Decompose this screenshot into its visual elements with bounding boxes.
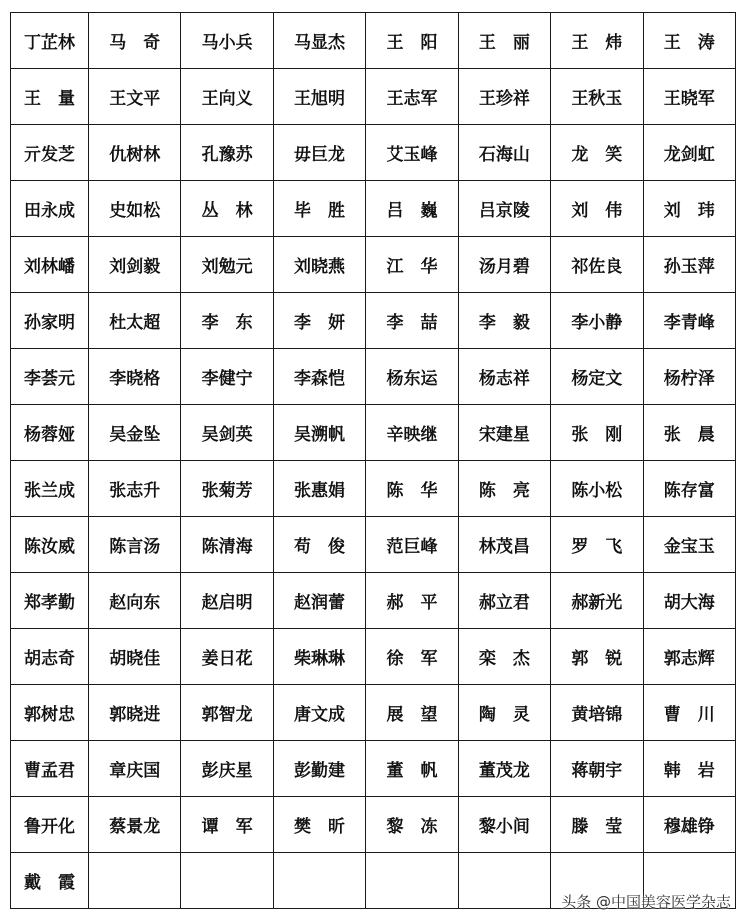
name-cell: 胡志奇 (11, 629, 89, 685)
name-cell: 王志军 (366, 69, 458, 125)
name-cell: 陈小松 (551, 461, 643, 517)
table-row (11, 685, 736, 741)
name-cell: 吕 巍 (366, 181, 458, 237)
name-cell: 滕 莹 (551, 797, 643, 853)
name-cell: 范巨峰 (366, 517, 458, 573)
name-cell: 唐文成 (273, 685, 365, 741)
name-cell: 陈 华 (366, 461, 458, 517)
name-cell: 黄培锦 (551, 685, 643, 741)
name-cell: 林茂昌 (458, 517, 550, 573)
name-cell: 彭庆星 (181, 741, 273, 797)
name-cell: 徐 军 (366, 629, 458, 685)
table-row (11, 741, 736, 797)
name-cell: 李 妍 (273, 293, 365, 349)
name-cell: 黎 冻 (366, 797, 458, 853)
name-cell: 马小兵 (181, 13, 273, 69)
name-cell: 毋巨龙 (273, 125, 365, 181)
name-cell: 吴溯帆 (273, 405, 365, 461)
name-cell: 郭树忠 (11, 685, 89, 741)
name-cell: 艾玉峰 (366, 125, 458, 181)
name-cell: 杨柠泽 (643, 349, 735, 405)
name-cell: 柴琳琳 (273, 629, 365, 685)
name-cell: 赵启明 (181, 573, 273, 629)
name-cell: 罗 飞 (551, 517, 643, 573)
name-cell: 王 量 (11, 69, 89, 125)
table-row (11, 69, 736, 125)
name-cell: 彭勤建 (273, 741, 365, 797)
name-cell: 章庆国 (89, 741, 181, 797)
name-cell: 孔豫苏 (181, 125, 273, 181)
name-cell: 田永成 (11, 181, 89, 237)
name-cell: 曹孟君 (11, 741, 89, 797)
name-cell (89, 853, 181, 909)
name-cell: 丛 林 (181, 181, 273, 237)
name-cell: 郭志辉 (643, 629, 735, 685)
name-cell: 赵向东 (89, 573, 181, 629)
name-cell: 杨蓉娅 (11, 405, 89, 461)
name-cell: 杨定文 (551, 349, 643, 405)
name-cell: 曹 川 (643, 685, 735, 741)
name-cell: 郑孝勤 (11, 573, 89, 629)
name-cell: 刘勉元 (181, 237, 273, 293)
name-cell: 毕 胜 (273, 181, 365, 237)
name-cell: 张兰成 (11, 461, 89, 517)
table-row (11, 573, 736, 629)
name-cell: 郝立君 (458, 573, 550, 629)
name-cell: 孙家明 (11, 293, 89, 349)
name-cell: 王晓军 (643, 69, 735, 125)
name-cell: 鲁开化 (11, 797, 89, 853)
table-row (11, 13, 736, 69)
name-cell: 辛映继 (366, 405, 458, 461)
name-cell: 樊 昕 (273, 797, 365, 853)
name-cell: 谭 军 (181, 797, 273, 853)
name-cell: 仇树林 (89, 125, 181, 181)
name-cell: 陶 灵 (458, 685, 550, 741)
table-row (11, 181, 736, 237)
name-cell: 王 阳 (366, 13, 458, 69)
name-cell: 陈清海 (181, 517, 273, 573)
name-cell: 郝 平 (366, 573, 458, 629)
table-row (11, 461, 736, 517)
name-cell: 刘林嶓 (11, 237, 89, 293)
name-cell: 郭晓进 (89, 685, 181, 741)
name-cell: 张志升 (89, 461, 181, 517)
name-cell: 苟 俊 (273, 517, 365, 573)
name-cell: 王秋玉 (551, 69, 643, 125)
table-row (11, 629, 736, 685)
name-cell: 石海山 (458, 125, 550, 181)
name-cell: 张惠娟 (273, 461, 365, 517)
name-cell: 王珍祥 (458, 69, 550, 125)
name-cell: 吴金坠 (89, 405, 181, 461)
table-row (11, 797, 736, 853)
name-cell: 吕京陵 (458, 181, 550, 237)
name-cell: 郭 锐 (551, 629, 643, 685)
name-cell: 亓发芝 (11, 125, 89, 181)
name-cell: 刘晓燕 (273, 237, 365, 293)
name-cell: 刘 玮 (643, 181, 735, 237)
name-cell: 蔡景龙 (89, 797, 181, 853)
name-cell: 史如松 (89, 181, 181, 237)
name-cell: 姜日花 (181, 629, 273, 685)
table-row (11, 293, 736, 349)
name-cell: 董 帆 (366, 741, 458, 797)
table-row (11, 349, 736, 405)
name-cell (273, 853, 365, 909)
name-cell: 戴 霞 (11, 853, 89, 909)
name-cell: 张 刚 (551, 405, 643, 461)
name-cell: 杜太超 (89, 293, 181, 349)
name-cell: 王 炜 (551, 13, 643, 69)
name-cell: 李 喆 (366, 293, 458, 349)
name-cell: 吴剑英 (181, 405, 273, 461)
name-cell: 江 华 (366, 237, 458, 293)
name-cell: 孙玉萍 (643, 237, 735, 293)
name-cell: 李健宁 (181, 349, 273, 405)
name-cell: 张菊芳 (181, 461, 273, 517)
name-cell: 胡大海 (643, 573, 735, 629)
name-cell: 李晓格 (89, 349, 181, 405)
name-cell: 穆雄铮 (643, 797, 735, 853)
name-cell: 张 晨 (643, 405, 735, 461)
name-cell: 杨东运 (366, 349, 458, 405)
name-cell: 李小静 (551, 293, 643, 349)
name-cell: 陈 亮 (458, 461, 550, 517)
table-row (11, 237, 736, 293)
name-cell: 杨志祥 (458, 349, 550, 405)
name-cell: 董茂龙 (458, 741, 550, 797)
name-cell: 郝新光 (551, 573, 643, 629)
name-cell: 韩 岩 (643, 741, 735, 797)
name-cell (458, 853, 550, 909)
name-cell: 龙 笑 (551, 125, 643, 181)
name-cell: 祁佐良 (551, 237, 643, 293)
name-cell: 马 奇 (89, 13, 181, 69)
name-cell: 刘剑毅 (89, 237, 181, 293)
name-cell: 陈言汤 (89, 517, 181, 573)
table-row (11, 405, 736, 461)
name-cell: 汤月碧 (458, 237, 550, 293)
name-cell (181, 853, 273, 909)
name-cell: 王旭明 (273, 69, 365, 125)
name-table (10, 12, 736, 909)
name-cell: 王 涛 (643, 13, 735, 69)
name-cell: 陈存富 (643, 461, 735, 517)
name-cell: 黎小间 (458, 797, 550, 853)
name-cell: 丁芷林 (11, 13, 89, 69)
name-cell: 王 丽 (458, 13, 550, 69)
name-cell: 李荟元 (11, 349, 89, 405)
name-cell: 展 望 (366, 685, 458, 741)
name-table-body (11, 13, 736, 909)
name-cell: 王向义 (181, 69, 273, 125)
name-cell: 栾 杰 (458, 629, 550, 685)
name-cell (366, 853, 458, 909)
name-cell: 陈汝威 (11, 517, 89, 573)
name-cell: 李森恺 (273, 349, 365, 405)
name-cell: 刘 伟 (551, 181, 643, 237)
table-row (11, 517, 736, 573)
table-row (11, 125, 736, 181)
name-cell: 金宝玉 (643, 517, 735, 573)
name-cell: 蒋朝宇 (551, 741, 643, 797)
watermark: 头条 @中国美容医学杂志 (561, 893, 731, 911)
name-cell: 赵润蕾 (273, 573, 365, 629)
name-cell: 马显杰 (273, 13, 365, 69)
name-cell: 李 东 (181, 293, 273, 349)
name-cell: 李 毅 (458, 293, 550, 349)
name-cell: 王文平 (89, 69, 181, 125)
name-cell: 郭智龙 (181, 685, 273, 741)
name-cell: 龙剑虹 (643, 125, 735, 181)
name-cell: 宋建星 (458, 405, 550, 461)
name-cell: 胡晓佳 (89, 629, 181, 685)
name-cell: 李青峰 (643, 293, 735, 349)
